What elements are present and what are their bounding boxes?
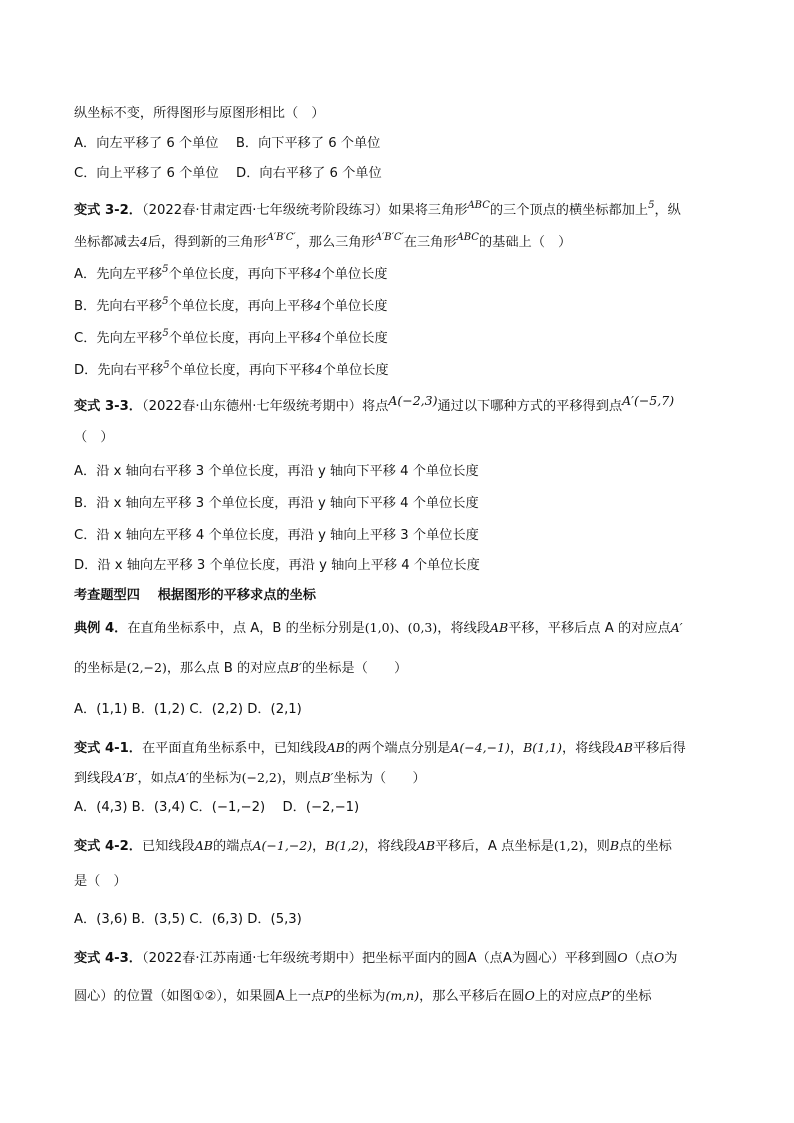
q3-3-paren: （ ）: [74, 430, 114, 445]
example-4-options: A．(1,1) B．(1,2) C．(2,2) D．(2,1): [74, 702, 302, 717]
q3-3-option-d: D．沿 x 轴向左平移 3 个单位长度，再沿 y 轴向上平移 4 个单位长度: [74, 558, 480, 573]
variant-4-2-stem-line1: 变式 4-2．已知线段AB的端点A(−1,−2)，B(1,2)，将线段AB平移后，A 点坐标是(1,2)，则B点的坐标: [74, 838, 672, 854]
q3-2-option-b: B．先向右平移$^5$个单位长度，再向上平移4个单位长度: [74, 296, 388, 314]
example-4-stem-line2: 的坐标是(2,−2)，那么点 B 的对应点B′的坐标是（ ）: [74, 660, 408, 676]
variant-4-2-options: A．(3,6) B．(3,5) C．(6,3) D．(5,3): [74, 912, 302, 927]
variant-4-3-stem-line2: 圆心）的位置（如图①②），如果圆A上一点P的坐标为(m,n)，那么平移后在圆O上的对应点P′的坐标: [74, 988, 652, 1004]
q3-1-continuation: 纵坐标不变，所得图形与原图形相比（ ）: [74, 106, 325, 121]
variant-4-1-stem-line1: 变式 4-1．在平面直角坐标系中，已知线段AB的两个端点分别是A(−4,−1)，B(1,1)，将线段AB平移后得: [74, 740, 686, 756]
q3-3-option-b: B．沿 x 轴向左平移 3 个单位长度，再沿 y 轴向下平移 4 个单位长度: [74, 496, 479, 511]
q3-3-stem: 变式 3-3．（2022春·山东德州·七年级统考期中）将点A(−2,3)通过以下哪种方式的平移得到点A′(−5,7): [74, 393, 675, 414]
variant-4-1-options: A．(4,3) B．(3,4) C．(−1,−2) D．(−2,−1): [74, 800, 360, 815]
section-4-heading: 考查题型四 根据图形的平移求点的坐标: [74, 588, 316, 603]
q3-2-stem-line2: 坐标都减去4后，得到新的三角形$^{A'B'C'}$，那么三角形$^{A'B'C'}$在三角形$^{ABC}$的基础上（ ）: [74, 232, 572, 250]
q3-1-options-ab: A．向左平移了 6 个单位 B．向下平移了 6 个单位: [74, 136, 381, 151]
q3-1-options-cd: C．向上平移了 6 个单位 D．向右平移了 6 个单位: [74, 166, 382, 181]
q3-2-option-c: C．先向左平移$^5$个单位长度，再向上平移4个单位长度: [74, 328, 388, 346]
variant-4-3-stem-line1: 变式 4-3．（2022春·江苏南通·七年级统考期中）把坐标平面内的圆A（点A为圆心）平移到圆O（点O为: [74, 950, 678, 966]
q3-2-option-a: A．先向左平移$^5$个单位长度，再向下平移4个单位长度: [74, 264, 388, 282]
variant-4-1-stem-line2: 到线段A′B′，如点A′的坐标为(−2,2)，则点B′坐标为（ ）: [74, 770, 426, 786]
example-4-stem-line1: 典例 4．在直角坐标系中，点 A，B 的坐标分别是(1,0)、(0,3)，将线段AB平移，平移后点 A 的对应点A′: [74, 620, 683, 636]
variant-4-2-stem-line2: 是（ ）: [74, 874, 127, 889]
q3-2-stem-line1: 变式 3-2．（2022春·甘肃定西·七年级统考阶段练习）如果将三角形$^{ABC}$的三个顶点的横坐标都加上$^5$，纵: [74, 200, 681, 218]
q3-3-option-c: C．沿 x 轴向左平移 4 个单位长度，再沿 y 轴向上平移 3 个单位长度: [74, 528, 479, 543]
q3-3-option-a: A．沿 x 轴向右平移 3 个单位长度，再沿 y 轴向下平移 4 个单位长度: [74, 464, 479, 479]
q3-2-option-d: D．先向右平移$^5$个单位长度，再向下平移4个单位长度: [74, 360, 389, 378]
